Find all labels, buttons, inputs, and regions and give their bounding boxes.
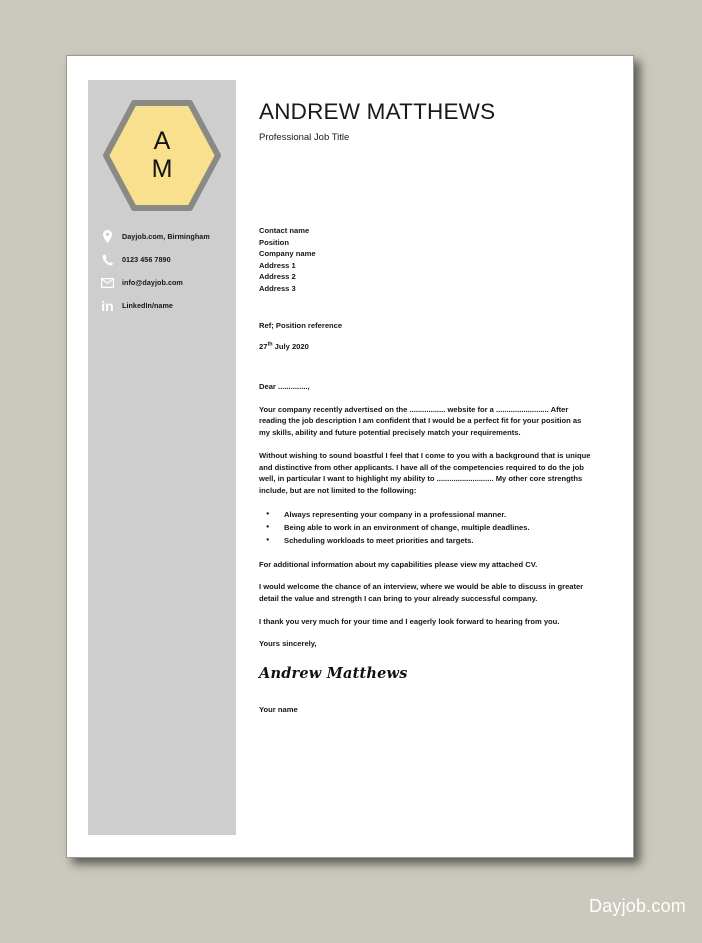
address-line: Position [259,237,289,247]
strengths-bullet-list [259,508,593,548]
contact-item-linkedin [98,294,236,317]
date-line [259,342,309,351]
contact-email-text: info@dayjob.com [122,278,183,287]
linkedin-icon: in [101,297,114,314]
body-paragraph-2: Without wishing to sound boastful I feel that I come to you with a background that is unique and distinctive from other applicants. I have all of the competencies required to do the job well, in particular I want to highlight my ability to ........................... My other core strengths include, but are not limited to the following: [259,450,591,495]
contact-phone-text: 0123 456 7890 [122,255,171,264]
contact-item-phone [98,248,236,271]
date-ordinal: th [267,341,273,348]
salutation: Dear .............., [259,382,310,391]
location-pin-icon [98,228,117,245]
closing-name: Your name [259,705,298,715]
applicant-name: ANDREW MATTHEWS [259,99,496,124]
watermark: Dayjob.com [588,896,686,916]
header-block [259,99,597,144]
envelope-icon [98,274,117,291]
monogram-initial-bottom: M [151,155,173,183]
sidebar [88,80,236,835]
sign-off: Yours sincerely, [259,639,317,649]
monogram-initials [102,99,222,212]
list-item: ● Scheduling workloads to meet priorities and targets. [259,534,593,547]
job-title: Professional Job Title [259,132,350,143]
address-line: Address 3 [259,283,296,293]
address-line: Company name [259,249,316,259]
date-rest: July 2020 [272,342,309,351]
body-paragraph-3: For additional information about my capabilities please view my attached CV. [259,559,538,569]
reference-line: Ref; Position reference [259,321,343,330]
recipient-address-block [259,225,597,295]
monogram-initial-top: A [153,127,171,155]
list-item: ● Being able to work in an environment of change, multiple deadlines. [259,521,593,534]
body-paragraph-4: I would welcome the chance of an interview, where we would be able to discuss in greater detail the value and strength I can bring to your already successful company. [259,582,584,603]
phone-icon [98,251,117,268]
contact-location-text: Dayjob.com, Birmingham [122,232,210,241]
contact-item-email [98,271,236,294]
contact-linkedin-text: LinkedIn/name [122,301,173,310]
body-paragraph-1: Your company recently advertised on the ................. website for a ......................... After reading the job description I am confident that I would be a perfect fit for your position as my skills, ability and future potential precisely match your requirements. [259,404,582,438]
monogram-logo [102,99,222,212]
address-line: Contact name [259,226,310,235]
contact-item-location [98,225,236,248]
handwritten-signature: Andrew Matthews [259,665,408,683]
address-line: Address 1 [259,260,296,270]
address-line: Address 2 [259,272,296,282]
document-page [66,55,634,858]
list-item: ● Always representing your company in a professional manner. [259,508,593,521]
date-day: 27 [259,342,268,351]
letter-body [259,381,593,716]
body-paragraph-5: I thank you very much for your time and I eagerly look forward to hearing from you. [259,616,560,626]
contact-list [98,225,236,317]
